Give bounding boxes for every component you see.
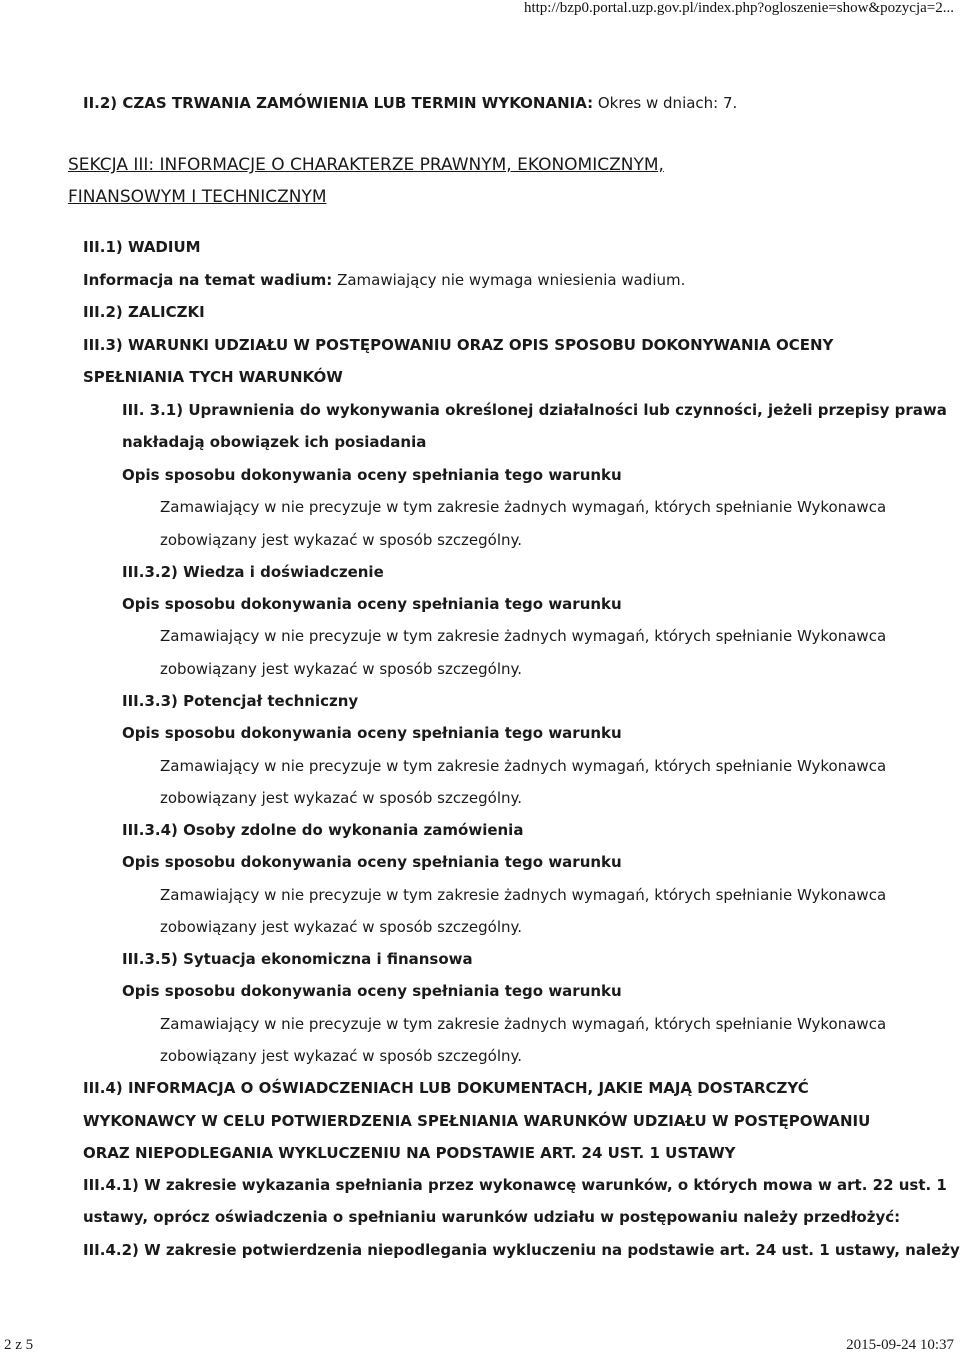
oswiadczenia-p1-line2: ustawy, oprócz oświadczenia o spełnianiu warunków udziału w postępowaniu należy przedłożyć: <box>83 1208 901 1226</box>
oswiadczenia-heading-line3: ORAZ NIEPODLEGANIA WYKLUCZENIU NA PODSTAWIE ART. 24 UST. 1 USTAWY <box>83 1144 736 1162</box>
section-title-line2: FINANSOWYM I TECHNICZNYM <box>68 187 327 207</box>
condition-desc-label: Opis sposobu dokonywania oceny spełniania tego warunku <box>122 982 622 1000</box>
condition-desc-label: Opis sposobu dokonywania oceny spełniania tego warunku <box>122 466 622 484</box>
oswiadczenia-heading-line1: III.4) INFORMACJA O OŚWIADCZENIACH LUB DOKUMENTACH, JAKIE MAJĄ DOSTARCZYĆ <box>83 1079 809 1097</box>
condition-title: III.3.2) Wiedza i doświadczenie <box>122 563 384 581</box>
oswiadczenia-heading-line2: WYKONAWCY W CELU POTWIERDZENIA SPEŁNIANIA WARUNKÓW UDZIAŁU W POSTĘPOWANIU <box>83 1112 871 1130</box>
condition-text: Zamawiający w nie precyzuje w tym zakresie żadnych wymagań, których spełnianie Wykonawca <box>160 627 887 645</box>
warunki-heading-line2: SPEŁNIANIA TYCH WARUNKÓW <box>83 368 343 386</box>
duration-value: Okres w dniach: 7. <box>593 94 738 112</box>
condition-desc-label: Opis sposobu dokonywania oceny spełniania tego warunku <box>122 853 622 871</box>
duration-line <box>83 93 737 113</box>
condition-title: III. 3.1) Uprawnienia do wykonywania określonej działalności lub czynności, jeżeli przepisy prawa <box>122 401 947 419</box>
page-url: http://bzp0.portal.uzp.gov.pl/index.php?ogloszenie=show&pozycja=2... <box>523 0 954 16</box>
page-number: 2 z 5 <box>4 1337 34 1353</box>
wadium-info-label: Informacja na temat wadium: <box>83 271 333 289</box>
condition-title: III.3.5) Sytuacja ekonomiczna i finansowa <box>122 950 473 968</box>
condition-title: III.3.4) Osoby zdolne do wykonania zamówienia <box>122 821 524 839</box>
condition-desc-label: Opis sposobu dokonywania oceny spełniania tego warunku <box>122 724 622 742</box>
condition-desc-label: Opis sposobu dokonywania oceny spełniania tego warunku <box>122 595 622 613</box>
condition-text-cont: zobowiązany jest wykazać w sposób szczególny. <box>160 1047 523 1065</box>
condition-text-cont: zobowiązany jest wykazać w sposób szczególny. <box>160 789 523 807</box>
duration-label: II.2) CZAS TRWANIA ZAMÓWIENIA LUB TERMIN WYKONANIA: <box>83 94 594 112</box>
condition-title-cont: nakładają obowiązek ich posiadania <box>122 433 427 451</box>
wadium-heading: III.1) WADIUM <box>83 238 201 256</box>
zaliczki-heading: III.2) ZALICZKI <box>83 303 205 321</box>
oswiadczenia-p1-line1: III.4.1) W zakresie wykazania spełniania przez wykonawcę warunków, o których mowa w art. 22 ust. 1 <box>83 1176 947 1194</box>
condition-text-cont: zobowiązany jest wykazać w sposób szczególny. <box>160 531 523 549</box>
oswiadczenia-p2-line1: III.4.2) W zakresie potwierdzenia niepodlegania wykluczeniu na podstawie art. 24 ust. 1 ustawy, należy <box>83 1241 960 1259</box>
condition-text-cont: zobowiązany jest wykazać w sposób szczególny. <box>160 918 523 936</box>
condition-text-cont: zobowiązany jest wykazać w sposób szczególny. <box>160 660 523 678</box>
warunki-heading-line1: III.3) WARUNKI UDZIAŁU W POSTĘPOWANIU ORAZ OPIS SPOSOBU DOKONYWANIA OCENY <box>83 336 834 354</box>
condition-text: Zamawiający w nie precyzuje w tym zakresie żadnych wymagań, których spełnianie Wykonawca <box>160 1015 887 1033</box>
condition-text: Zamawiający w nie precyzuje w tym zakresie żadnych wymagań, których spełnianie Wykonawca <box>160 886 887 904</box>
condition-text: Zamawiający w nie precyzuje w tym zakresie żadnych wymagań, których spełnianie Wykonawca <box>160 498 887 516</box>
wadium-info-value: Zamawiający nie wymaga wniesienia wadium. <box>332 271 686 289</box>
section-title-line1: SEKCJA III: INFORMACJE O CHARAKTERZE PRAWNYM, EKONOMICZNYM, <box>68 155 664 175</box>
print-datetime: 2015-09-24 10:37 <box>846 1337 954 1353</box>
condition-title: III.3.3) Potencjał techniczny <box>122 692 359 710</box>
wadium-info <box>83 270 685 290</box>
condition-text: Zamawiający w nie precyzuje w tym zakresie żadnych wymagań, których spełnianie Wykonawca <box>160 757 887 775</box>
